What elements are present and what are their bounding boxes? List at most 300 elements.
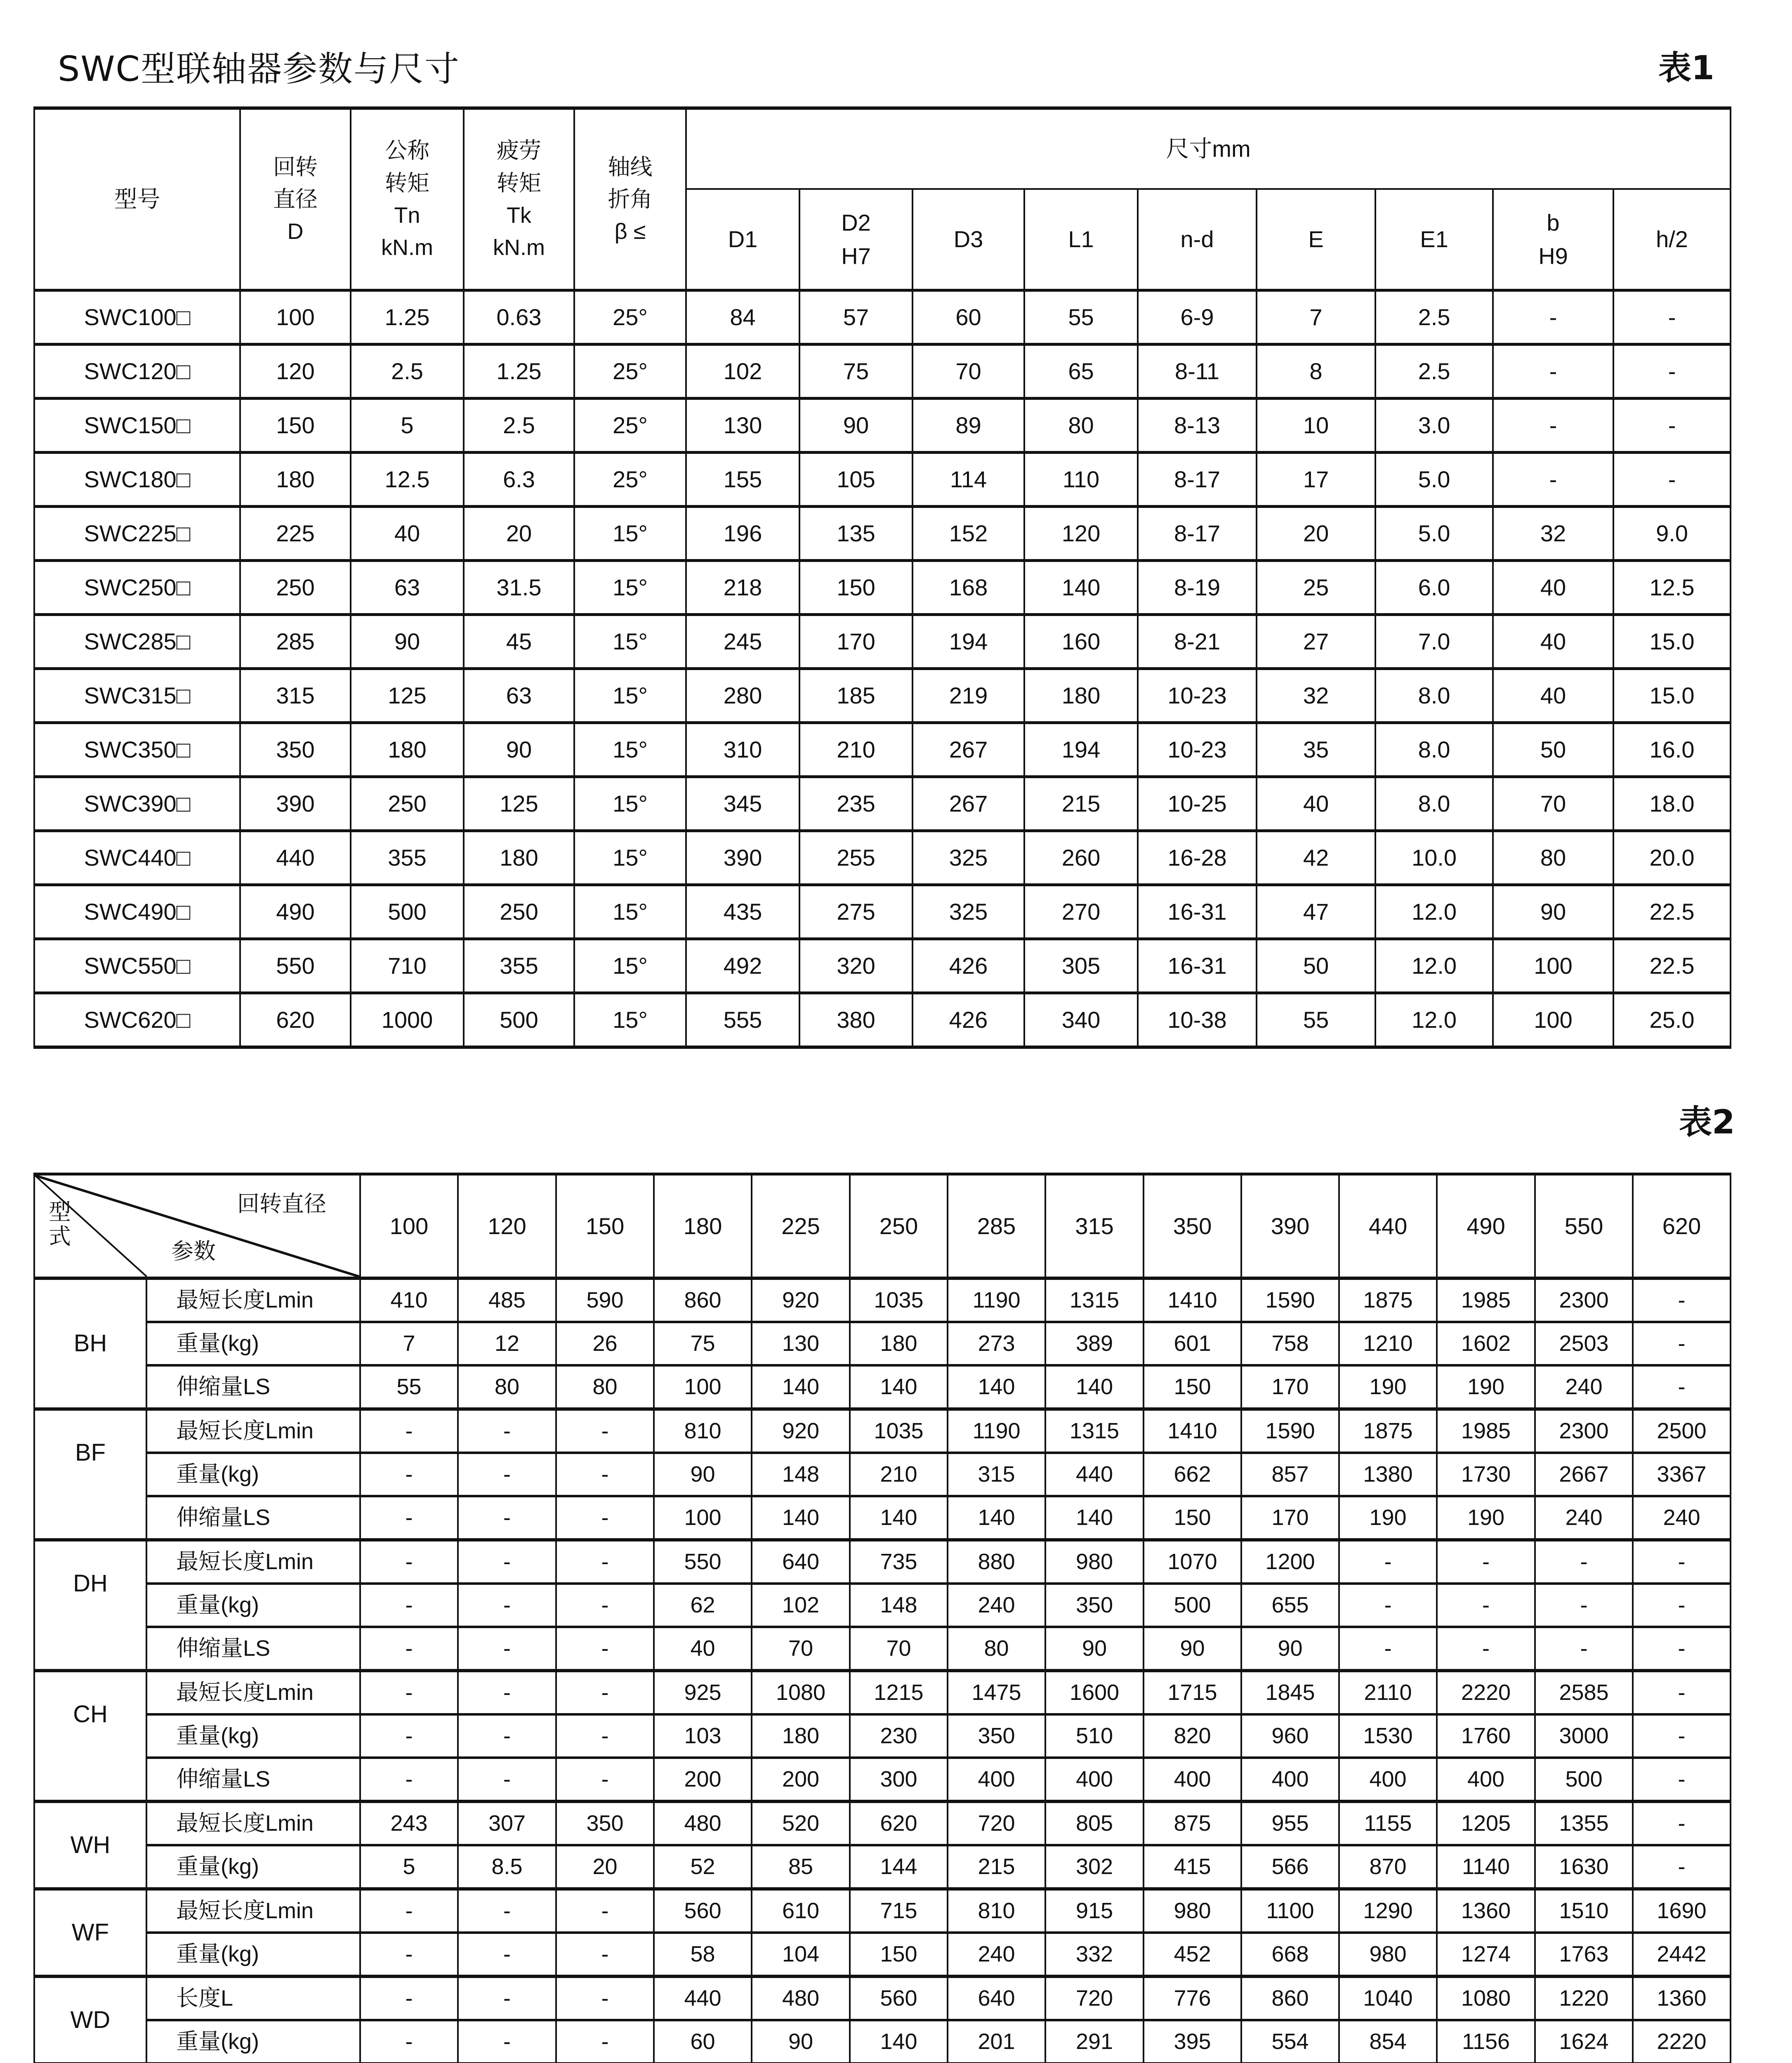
value-cell: 560 [654, 1889, 752, 1933]
value-cell: 250 [464, 885, 574, 939]
param-cell: 最短长度Lmin [146, 1278, 360, 1322]
value-cell: 90 [1045, 1627, 1144, 1671]
value-cell: 1080 [752, 1671, 850, 1714]
param-cell: 重量(kg) [146, 1933, 360, 1976]
value-cell: 8-13 [1138, 399, 1257, 453]
value-cell: 320 [799, 939, 913, 993]
value-cell: 1875 [1339, 1409, 1437, 1453]
value-cell: - [1633, 1584, 1731, 1627]
value-cell: 75 [654, 1322, 752, 1365]
value-cell: 12.0 [1375, 939, 1493, 993]
value-cell: 25° [574, 290, 686, 345]
value-cell: - [1493, 345, 1613, 399]
value-cell: 2500 [1633, 1409, 1731, 1453]
value-cell: 240 [1535, 1365, 1633, 1409]
value-cell: 0.63 [464, 290, 574, 345]
value-cell: 170 [1241, 1365, 1339, 1409]
value-cell: - [360, 1584, 458, 1627]
value-cell: 55 [360, 1365, 458, 1409]
value-cell: 1315 [1045, 1278, 1144, 1322]
param-cell: 最短长度Lmin [146, 1889, 360, 1933]
value-cell: 260 [1024, 831, 1138, 885]
value-cell: - [458, 1714, 556, 1758]
value-cell: 560 [850, 1976, 948, 2020]
value-cell: 6.0 [1375, 561, 1493, 615]
model-cell: SWC225□ [34, 507, 240, 561]
value-cell: 1190 [948, 1278, 1045, 1322]
value-cell: 55 [1024, 290, 1138, 345]
value-cell: 555 [686, 993, 799, 1048]
value-cell: 1410 [1144, 1409, 1241, 1453]
corner-diameter-label: 回转直径 [237, 1192, 326, 1216]
header-diameter [240, 108, 351, 290]
header-text: D [287, 219, 304, 244]
value-cell: 12.0 [1375, 885, 1493, 939]
value-cell: 390 [240, 777, 351, 831]
value-cell: 1360 [1437, 1889, 1535, 1933]
value-cell: - [556, 1758, 654, 1801]
value-cell: - [458, 1976, 556, 2020]
value-cell: 80 [948, 1627, 1045, 1671]
value-cell: 2.5 [1375, 290, 1493, 345]
value-cell: 758 [1241, 1322, 1339, 1365]
value-cell: 1624 [1535, 2020, 1633, 2063]
value-cell: 1763 [1535, 1933, 1633, 1976]
value-cell: 2585 [1535, 1671, 1633, 1714]
value-cell: 90 [1493, 885, 1613, 939]
value-cell: 55 [1257, 993, 1375, 1048]
value-cell: 820 [1144, 1714, 1241, 1758]
value-cell: 100 [1493, 993, 1613, 1048]
value-cell: 190 [1339, 1496, 1437, 1540]
model-cell: SWC620□ [34, 993, 240, 1048]
value-cell: 130 [752, 1322, 850, 1365]
value-cell: 1760 [1437, 1714, 1535, 1758]
param-cell: 最短长度Lmin [146, 1540, 360, 1584]
value-cell: 1035 [850, 1409, 948, 1453]
value-cell: 350 [1045, 1584, 1144, 1627]
value-cell: 452 [1144, 1933, 1241, 1976]
header-dim: n-d [1138, 189, 1257, 290]
value-cell: 57 [799, 290, 913, 345]
value-cell: - [556, 2020, 654, 2063]
value-cell: 26 [556, 1322, 654, 1365]
value-cell: 1.25 [464, 345, 574, 399]
value-cell: - [556, 1409, 654, 1453]
value-cell: 58 [654, 1933, 752, 1976]
value-cell: - [360, 2020, 458, 2063]
value-cell: 10-25 [1138, 777, 1257, 831]
diameter-header: 250 [850, 1174, 948, 1279]
model-cell: SWC150□ [34, 399, 240, 453]
value-cell: 1985 [1437, 1278, 1535, 1322]
value-cell: 40 [654, 1627, 752, 1671]
value-cell: 302 [1045, 1845, 1144, 1889]
value-cell: 80 [1493, 831, 1613, 885]
value-cell: 860 [1241, 1976, 1339, 2020]
value-cell: 8 [1257, 345, 1375, 399]
value-cell: 140 [948, 1496, 1045, 1540]
value-cell: 2.5 [1375, 345, 1493, 399]
value-cell: 16-31 [1138, 939, 1257, 993]
value-cell: 8-19 [1138, 561, 1257, 615]
value-cell: 2300 [1535, 1409, 1633, 1453]
value-cell: 125 [351, 669, 464, 723]
value-cell: 480 [654, 1801, 752, 1845]
value-cell: 1290 [1339, 1889, 1437, 1933]
value-cell: 15.0 [1613, 615, 1731, 669]
value-cell: 854 [1339, 2020, 1437, 2063]
value-cell: 102 [752, 1584, 850, 1627]
value-cell: 1410 [1144, 1278, 1241, 1322]
value-cell: - [1535, 1627, 1633, 1671]
value-cell: 350 [556, 1801, 654, 1845]
value-cell: - [556, 1714, 654, 1758]
value-cell: - [458, 1496, 556, 1540]
value-cell: 5.0 [1375, 453, 1493, 507]
value-cell: 25° [574, 399, 686, 453]
value-cell: 15° [574, 561, 686, 615]
value-cell: 25.0 [1613, 993, 1731, 1048]
value-cell: 550 [654, 1540, 752, 1584]
value-cell: 920 [752, 1409, 850, 1453]
value-cell: 12.5 [1613, 561, 1731, 615]
value-cell: 180 [240, 453, 351, 507]
value-cell: 168 [913, 561, 1024, 615]
value-cell: - [458, 1671, 556, 1714]
value-cell: 400 [1045, 1758, 1144, 1801]
value-cell: 735 [850, 1540, 948, 1584]
value-cell: - [458, 1627, 556, 1671]
value-cell: 140 [1024, 561, 1138, 615]
table-row [34, 777, 1731, 831]
value-cell: 1315 [1045, 1409, 1144, 1453]
value-cell: 65 [1024, 345, 1138, 399]
value-cell: - [1493, 453, 1613, 507]
header-dim: b H9 [1493, 189, 1613, 290]
value-cell: 1715 [1144, 1671, 1241, 1714]
value-cell: 22.5 [1613, 885, 1731, 939]
header-text: Tn [394, 203, 420, 228]
value-cell: 140 [752, 1496, 850, 1540]
value-cell: 52 [654, 1845, 752, 1889]
value-cell: - [1613, 290, 1731, 345]
param-cell: 重量(kg) [146, 1845, 360, 1889]
table2-type-weights [33, 1173, 1731, 2063]
value-cell: 190 [1437, 1365, 1535, 1409]
header-text: Tk [507, 203, 531, 228]
table-row [34, 1627, 1731, 1671]
value-cell: 1274 [1437, 1933, 1535, 1976]
header-dim: E1 [1375, 189, 1493, 290]
value-cell: 350 [240, 723, 351, 777]
value-cell: 5 [360, 1845, 458, 1889]
value-cell: 3367 [1633, 1453, 1731, 1496]
value-cell: - [458, 1758, 556, 1801]
value-cell: - [458, 1409, 556, 1453]
value-cell: 16-31 [1138, 885, 1257, 939]
value-cell: 400 [948, 1758, 1045, 1801]
value-cell: 90 [464, 723, 574, 777]
value-cell: 32 [1493, 507, 1613, 561]
value-cell: - [1633, 1758, 1731, 1801]
value-cell: 150 [1144, 1496, 1241, 1540]
value-cell: 90 [654, 1453, 752, 1496]
table-row [34, 561, 1731, 615]
header-text: 直径 [273, 186, 318, 212]
value-cell: 200 [654, 1758, 752, 1801]
table-row [34, 831, 1731, 885]
value-cell: 40 [1493, 615, 1613, 669]
value-cell: 1530 [1339, 1714, 1437, 1758]
value-cell: 140 [850, 1496, 948, 1540]
value-cell: 90 [351, 615, 464, 669]
table-row [34, 1933, 1731, 1976]
value-cell: 16.0 [1613, 723, 1731, 777]
value-cell: 70 [913, 345, 1024, 399]
value-cell: 160 [1024, 615, 1138, 669]
value-cell: 620 [240, 993, 351, 1048]
table-row [34, 1845, 1731, 1889]
value-cell: 389 [1045, 1322, 1144, 1365]
value-cell: 1985 [1437, 1409, 1535, 1453]
header-dim: E [1257, 189, 1375, 290]
value-cell: 857 [1241, 1453, 1339, 1496]
value-cell: 140 [1045, 1365, 1144, 1409]
value-cell: - [360, 1758, 458, 1801]
value-cell: 140 [1045, 1496, 1144, 1540]
value-cell: 485 [458, 1278, 556, 1322]
value-cell: 105 [799, 453, 913, 507]
value-cell: 8.0 [1375, 777, 1493, 831]
value-cell: - [458, 1889, 556, 1933]
value-cell: - [556, 1584, 654, 1627]
value-cell: - [360, 1409, 458, 1453]
value-cell: 2220 [1633, 2020, 1731, 2063]
value-cell: 45 [464, 615, 574, 669]
value-cell: 2110 [1339, 1671, 1437, 1714]
value-cell: 110 [1024, 453, 1138, 507]
value-cell: 400 [1339, 1758, 1437, 1801]
value-cell: 70 [752, 1627, 850, 1671]
type-cell: WF [34, 1889, 146, 1976]
value-cell: 185 [799, 669, 913, 723]
value-cell: 980 [1339, 1933, 1437, 1976]
value-cell: 980 [1045, 1540, 1144, 1584]
param-cell: 重量(kg) [146, 1714, 360, 1758]
value-cell: 70 [850, 1627, 948, 1671]
corner-param-label: 参数 [171, 1239, 216, 1264]
value-cell: 410 [360, 1278, 458, 1322]
header-model: 型号 [34, 108, 240, 290]
value-cell: 42 [1257, 831, 1375, 885]
value-cell: 500 [1535, 1758, 1633, 1801]
value-cell: 10.0 [1375, 831, 1493, 885]
param-cell: 重量(kg) [146, 1322, 360, 1365]
value-cell: 805 [1045, 1801, 1144, 1845]
model-cell: SWC350□ [34, 723, 240, 777]
value-cell: 225 [240, 507, 351, 561]
value-cell: 1360 [1633, 1976, 1731, 2020]
value-cell: 640 [752, 1540, 850, 1584]
value-cell: 40 [1493, 561, 1613, 615]
value-cell: 245 [686, 615, 799, 669]
value-cell: - [1633, 1845, 1731, 1889]
value-cell: 345 [686, 777, 799, 831]
value-cell: 870 [1339, 1845, 1437, 1889]
value-cell: 22.5 [1613, 939, 1731, 993]
value-cell: 15° [574, 993, 686, 1048]
value-cell: 1210 [1339, 1322, 1437, 1365]
value-cell: 620 [850, 1801, 948, 1845]
table-row [34, 507, 1731, 561]
value-cell: 10-23 [1138, 669, 1257, 723]
header-nominal-torque [351, 108, 464, 290]
value-cell: 90 [1144, 1627, 1241, 1671]
table-row [34, 885, 1731, 939]
value-cell: - [1339, 1584, 1437, 1627]
value-cell: 10-38 [1138, 993, 1257, 1048]
value-cell: 190 [1339, 1365, 1437, 1409]
value-cell: 32 [1257, 669, 1375, 723]
table-row [34, 399, 1731, 453]
value-cell: - [556, 1933, 654, 1976]
value-cell: - [556, 1453, 654, 1496]
value-cell: 2442 [1633, 1933, 1731, 1976]
value-cell: 710 [351, 939, 464, 993]
value-cell: 490 [240, 885, 351, 939]
value-cell: 90 [1241, 1627, 1339, 1671]
diameter-header: 100 [360, 1174, 458, 1279]
value-cell: 194 [1024, 723, 1138, 777]
value-cell: 5 [351, 399, 464, 453]
value-cell: 15° [574, 723, 686, 777]
value-cell: - [360, 1496, 458, 1540]
value-cell: - [360, 1889, 458, 1933]
value-cell: 180 [850, 1322, 948, 1365]
value-cell: - [556, 1976, 654, 2020]
value-cell: 1602 [1437, 1322, 1535, 1365]
value-cell: - [1339, 1627, 1437, 1671]
diameter-header: 285 [948, 1174, 1045, 1279]
value-cell: 1220 [1535, 1976, 1633, 2020]
value-cell: 8-17 [1138, 507, 1257, 561]
value-cell: 210 [850, 1453, 948, 1496]
value-cell: 7.0 [1375, 615, 1493, 669]
value-cell: 144 [850, 1845, 948, 1889]
header-dimensions-group: 尺寸mm [686, 108, 1731, 189]
model-cell: SWC390□ [34, 777, 240, 831]
value-cell: 9.0 [1613, 507, 1731, 561]
diameter-header: 350 [1144, 1174, 1241, 1279]
value-cell: 80 [556, 1365, 654, 1409]
table-row [34, 1540, 1731, 1584]
value-cell: 2503 [1535, 1322, 1633, 1365]
value-cell: 325 [913, 885, 1024, 939]
header-text: kN.m [381, 235, 433, 260]
value-cell: 415 [1144, 1845, 1241, 1889]
value-cell: 1355 [1535, 1801, 1633, 1845]
value-cell: 190 [1437, 1496, 1535, 1540]
value-cell: 63 [351, 561, 464, 615]
value-cell: 20 [1257, 507, 1375, 561]
value-cell: 15° [574, 885, 686, 939]
param-cell: 伸缩量LS [146, 1496, 360, 1540]
diameter-header: 490 [1437, 1174, 1535, 1279]
value-cell: 75 [799, 345, 913, 399]
diameter-header: 550 [1535, 1174, 1633, 1279]
value-cell: 267 [913, 777, 1024, 831]
value-cell: 20.0 [1613, 831, 1731, 885]
value-cell: 1155 [1339, 1801, 1437, 1845]
value-cell: - [1613, 399, 1731, 453]
value-cell: 291 [1045, 2020, 1144, 2063]
value-cell: 40 [1257, 777, 1375, 831]
value-cell: 1140 [1437, 1845, 1535, 1889]
value-cell: 270 [1024, 885, 1138, 939]
model-cell: SWC285□ [34, 615, 240, 669]
value-cell: 20 [556, 1845, 654, 1889]
value-cell: 1730 [1437, 1453, 1535, 1496]
value-cell: 3.0 [1375, 399, 1493, 453]
header-text: 疲劳 [497, 138, 541, 163]
header-text: 转矩 [497, 170, 541, 196]
value-cell: 1875 [1339, 1278, 1437, 1322]
table-row [34, 1322, 1731, 1365]
header-text: kN.m [493, 235, 545, 260]
value-cell: 85 [752, 1845, 850, 1889]
value-cell: 440 [240, 831, 351, 885]
value-cell: - [360, 1627, 458, 1671]
value-cell: 426 [913, 993, 1024, 1048]
value-cell: - [1437, 1584, 1535, 1627]
value-cell: 590 [556, 1278, 654, 1322]
value-cell: 8.5 [458, 1845, 556, 1889]
value-cell: 875 [1144, 1801, 1241, 1845]
table-row [34, 669, 1731, 723]
value-cell: 60 [654, 2020, 752, 2063]
table-row [34, 1801, 1731, 1845]
value-cell: 1080 [1437, 1976, 1535, 2020]
value-cell: 355 [464, 939, 574, 993]
value-cell: - [1339, 1540, 1437, 1584]
header-angle [574, 108, 686, 290]
table-row [34, 1453, 1731, 1496]
value-cell: 80 [458, 1365, 556, 1409]
value-cell: 400 [1241, 1758, 1339, 1801]
value-cell: - [360, 1714, 458, 1758]
value-cell: 150 [799, 561, 913, 615]
table-row [34, 1409, 1731, 1453]
value-cell: 15° [574, 831, 686, 885]
value-cell: 340 [1024, 993, 1138, 1048]
value-cell: - [1633, 1627, 1731, 1671]
value-cell: 2667 [1535, 1453, 1633, 1496]
value-cell: 196 [686, 507, 799, 561]
value-cell: 70 [1493, 777, 1613, 831]
value-cell: - [1613, 345, 1731, 399]
value-cell: 194 [913, 615, 1024, 669]
value-cell: 500 [464, 993, 574, 1048]
value-cell: 215 [1024, 777, 1138, 831]
value-cell: - [458, 1933, 556, 1976]
value-cell: 980 [1144, 1889, 1241, 1933]
value-cell: 5.0 [1375, 507, 1493, 561]
value-cell: 200 [752, 1758, 850, 1801]
value-cell: 1215 [850, 1671, 948, 1714]
value-cell: 325 [913, 831, 1024, 885]
model-cell: SWC100□ [34, 290, 240, 345]
